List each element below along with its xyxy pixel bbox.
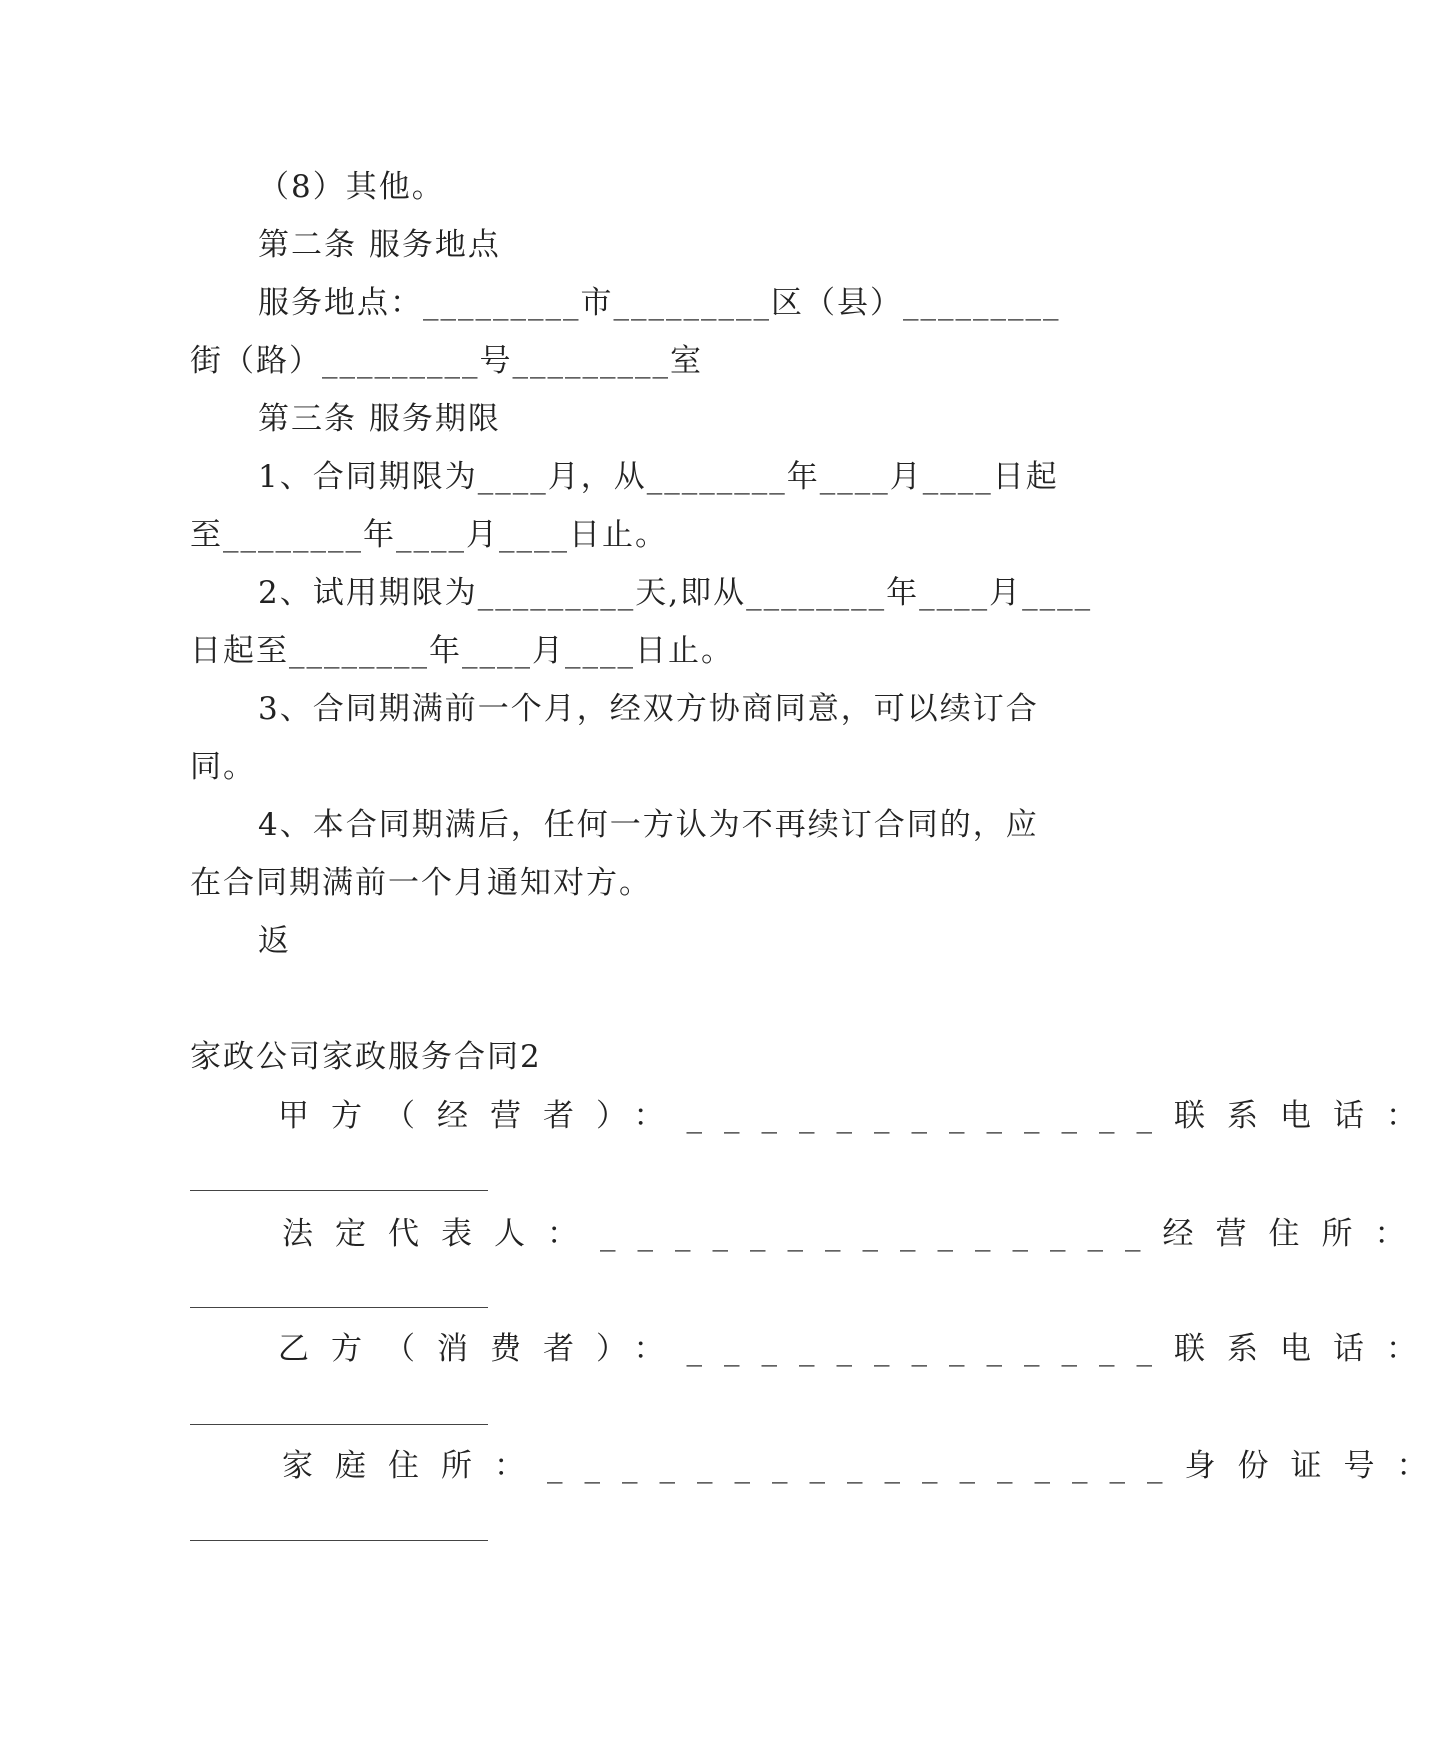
term-clause-2-line-2: 日起至________年____月____日止。 (190, 633, 734, 669)
term-clause-4-line-1: 4、本合同期满后，任何一方认为不再续订合同的，应 (258, 807, 1039, 843)
party-a-phone-blank (190, 1190, 488, 1191)
term-clause-3-line-1: 3、合同期满前一个月，经双方协商同意，可以续订合 (258, 691, 1039, 727)
term-clause-1-line-1: 1、合同期限为____月，从________年____月____日起 (258, 459, 1059, 495)
term-clause-4-line-2: 在合同期满前一个月通知对方。 (190, 865, 652, 901)
party-a-line: 甲方（经营者）：_____________联系电话： (278, 1098, 1439, 1134)
term-clause-2-line-1: 2、试用期限为_________天,即从________年____月____ (258, 575, 1093, 611)
service-location-line-1: 服务地点：_________市_________区（县）_________ (258, 285, 1061, 321)
term-clause-3-line-2: 同。 (190, 749, 256, 785)
party-b-line: 乙方（消费者）：_____________联系电话： (278, 1331, 1439, 1367)
term-clause-1-line-2: 至________年____月____日止。 (190, 517, 668, 553)
party-b-phone-blank (190, 1424, 488, 1425)
service-location-line-2: 街（路）_________号_________室 (190, 343, 703, 379)
article-2-heading: 第二条 服务地点 (258, 227, 501, 263)
business-address-blank (190, 1307, 488, 1308)
id-number-blank (190, 1540, 488, 1541)
legal-rep-line: 法定代表人：_______________经营住所： (282, 1216, 1428, 1252)
contract-2-title: 家政公司家政服务合同2 (190, 1039, 542, 1075)
article-3-heading: 第三条 服务期限 (258, 401, 501, 437)
item-8-other: （8）其他。 (258, 169, 445, 205)
return-text: 返 (258, 923, 291, 959)
home-address-line: 家庭住所：_________________身份证号： (282, 1448, 1450, 1484)
